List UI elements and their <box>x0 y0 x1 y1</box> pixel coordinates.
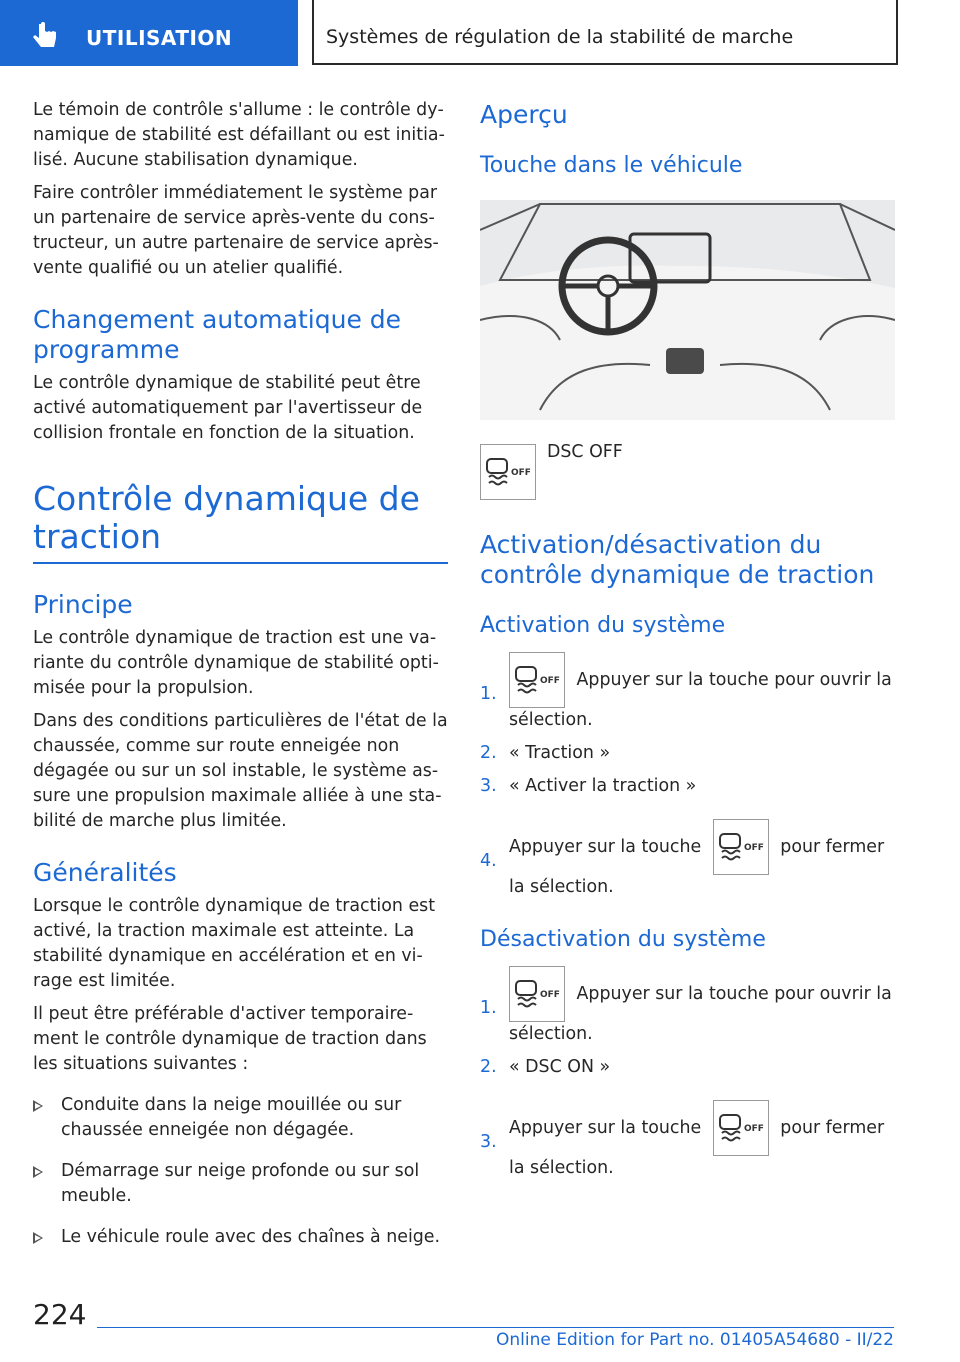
step-item: 1. OFF Appuyer sur la touche pour ouvrir la sélection. <box>480 966 895 1047</box>
step-item: 2. « DSC ON » <box>480 1057 611 1077</box>
triangle-bullet-icon <box>33 1232 43 1244</box>
footer-divider <box>97 1327 894 1328</box>
dsc-off-key-icon <box>509 966 565 1022</box>
svg-text:OFF: OFF <box>743 1124 764 1134</box>
triangle-bullet-icon <box>33 1100 43 1112</box>
heading-deactivation: Désactivation du système <box>480 927 766 952</box>
page-number: 224 <box>33 1298 87 1331</box>
svg-text:OFF: OFF <box>540 676 560 686</box>
key-label: DSC OFF <box>547 442 623 462</box>
svg-text:OFF: OFF <box>511 468 531 478</box>
step-item: 2. « Traction » <box>480 743 611 763</box>
heading-activation: Activation du système <box>480 613 726 638</box>
step-item: 1. OFF Appuyer sur la touche pour ouvrir la sélection. <box>480 652 895 733</box>
car-interior-icon <box>480 200 895 420</box>
heading-principe: Principe <box>33 590 133 619</box>
dsc-off-key-icon <box>480 444 536 500</box>
right-column <box>480 98 895 180</box>
main-heading-block <box>33 480 448 564</box>
heading-traction-control: Contrôle dynamique de traction <box>33 479 420 556</box>
list-item: Conduite dans la neige mouillée ou sur chaussée enneigée non dégagée. <box>33 1093 448 1143</box>
list-item: Démarrage sur neige profonde ou sur sol meuble. <box>33 1159 448 1209</box>
section-title: Systèmes de régulation de la stabilité de marche <box>326 26 794 48</box>
dsc-off-key-icon <box>713 1100 769 1156</box>
left-column <box>33 98 448 1258</box>
dsc-off-key-icon <box>713 819 769 875</box>
list-item: Le véhicule roule avec des chaînes à neige. <box>33 1225 448 1250</box>
dsc-off-key-icon <box>509 652 565 708</box>
paragraph: Le contrôle dynamique de traction est une variante du contrôle dynamique de stabilité optimisée pour la propulsion. <box>33 628 439 698</box>
paragraph: Le témoin de contrôle s'allume : le contrôle dynamique de stabilité est défaillant ou est initialisé. Aucune stabilisation dynamique. <box>33 100 445 170</box>
step-item: 3. « Activer la traction » <box>480 776 697 796</box>
svg-text:OFF: OFF <box>743 843 764 853</box>
heading-auto-change: Changement automatique de programme <box>33 305 402 364</box>
hand-pointer-icon <box>30 20 62 52</box>
section-header <box>312 0 898 65</box>
heading-generalites: Généralités <box>33 858 177 887</box>
paragraph: Lorsque le contrôle dynamique de traction est activé, la traction maximale est atteinte. La stabilité dynamique en accélération et en virage est limitée. <box>33 896 436 991</box>
paragraph: Faire contrôler immédiatement le système par un partenaire de service après-vente du constructeur, un autre partenaire de service après-vente qualifié ou un atelier qualifié. <box>33 183 439 278</box>
edition-label: Online Edition for Part no. 01405A54680 - II/22 <box>495 1330 894 1350</box>
heading-activation-deactivation: Activation/désactivation du contrôle dynamique de traction <box>480 530 875 589</box>
step-item: 3. Appuyer sur la touche OFF pour fermer la sélection. <box>480 1100 895 1181</box>
activation-section <box>480 530 895 1181</box>
heading-touche: Touche dans le véhicule <box>480 153 743 178</box>
heading-apercu: Aperçu <box>480 100 568 129</box>
triangle-bullet-icon <box>33 1166 43 1178</box>
dashboard-illustration <box>480 200 895 420</box>
chapter-label: UTILISATION <box>86 26 233 50</box>
step-item: 4. Appuyer sur la touche OFF pour fermer la sélection. <box>480 819 895 900</box>
paragraph: Il peut être préférable d'activer temporairement le contrôle dynamique de traction dans les situations suivantes : <box>33 1004 427 1074</box>
paragraph: Le contrôle dynamique de stabilité peut être activé automatiquement par l'avertisseur de collision frontale en fonction de la situation. <box>33 373 423 443</box>
chapter-tab <box>0 0 298 66</box>
paragraph: Dans des conditions particulières de l'état de la chaussée, comme sur route enneigée non dégagée ou sur un sol instable, le système assure une propulsion maximale alliée à une stabilité de marche plus limitée. <box>33 711 448 831</box>
svg-text:OFF: OFF <box>540 990 560 1000</box>
